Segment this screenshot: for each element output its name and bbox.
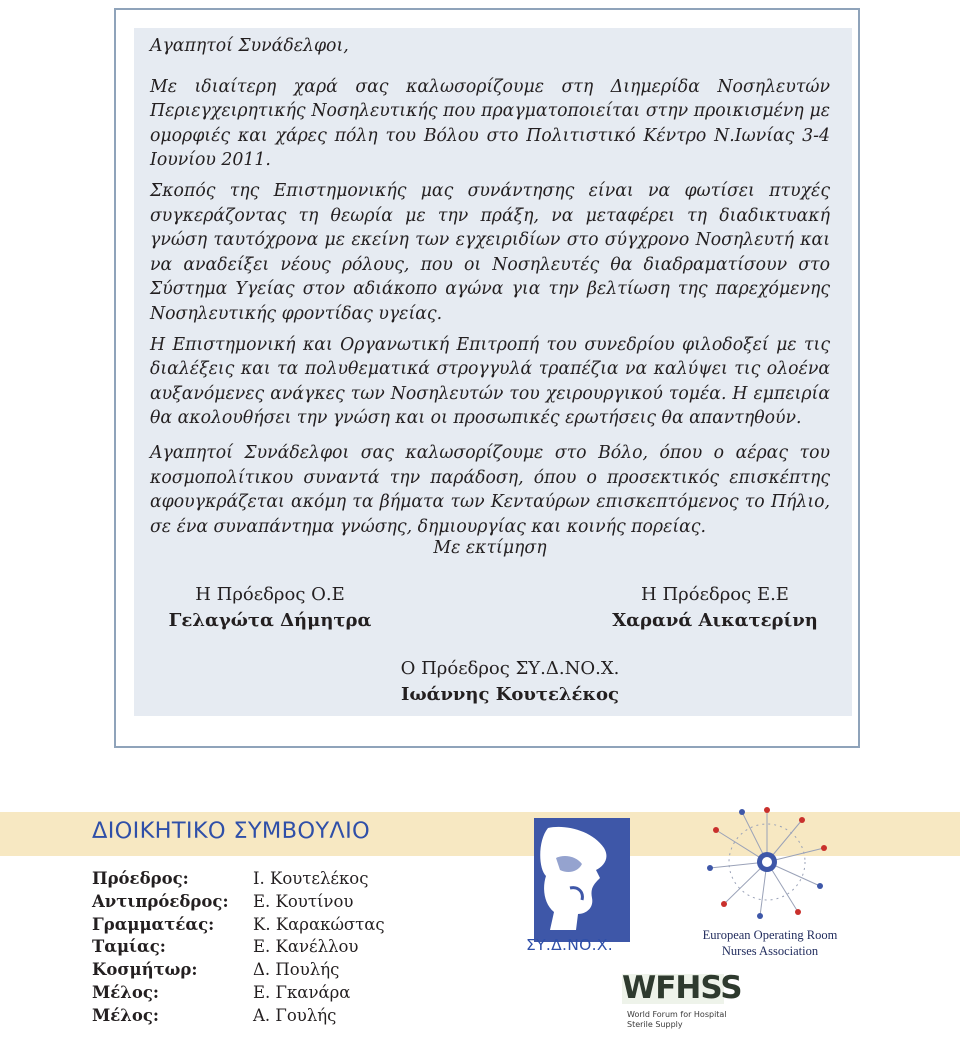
signature-left-role: Η Πρόεδρος Ο.Ε [195, 584, 345, 605]
board-role: Πρόεδρος: [92, 869, 189, 888]
sydnox-acronym: ΣΥ.Δ.ΝΟ.Χ. [526, 936, 613, 954]
signature-left-name: Γελαγώτα Δήμητρα [168, 610, 372, 631]
signature-center-role: Ο Πρόεδρος ΣΥ.Δ.ΝΟ.Χ. [400, 658, 620, 679]
letter-paragraph-1: Με ιδιαίτερη χαρά σας καλωσορίζουμε στη Διημερίδα Νοσηλευτών Περιεγχειρητικής Νοσηλευτικής που πραγματοποιείται στην προικισμένη με ομορφιές και χάρες πόλη του Βόλου στο Πολιτιστικό Κέντρο Ν.Ιωνίας 3-4 Ιουνίου 2011. [150, 76, 830, 171]
signature-right-role: Η Πρόεδρος Ε.Ε [641, 584, 789, 605]
board-member-name: Α. Γουλής [253, 1005, 337, 1025]
welcome-letter [150, 34, 830, 539]
board-member-name: Ι. Κουτελέκος [253, 869, 369, 888]
signature-right [590, 582, 840, 634]
signature-right-name: Χαρανά Αικατερίνη [612, 610, 818, 631]
signature-center-name: Ιωάννης Κουτελέκος [401, 684, 619, 705]
sydnox-profile-logo-icon [534, 818, 630, 942]
signature-left [150, 582, 390, 634]
board-member-name: Ε. Κουτίνου [253, 891, 354, 911]
signature-center [370, 656, 650, 708]
eorna-caption [690, 927, 850, 959]
eorna-network-logo-icon [702, 804, 832, 926]
letter-closing: Με εκτίμηση [433, 538, 547, 558]
wfhss-tagline: World Forum for Hospital Sterile Supply [627, 1010, 727, 1029]
board-roles-column [92, 868, 229, 1028]
board-role: Κοσμήτωρ: [92, 960, 198, 980]
board-names-column [253, 868, 385, 1028]
board-role: Μέλος: [92, 982, 160, 1002]
board-role: Αντιπρόεδρος: [92, 891, 229, 911]
letter-paragraph-4: Αγαπητοί Συνάδελφοι σας καλωσορίζουμε στο Βόλο, όπου ο αέρας του κοσμοπολίτικου συναντά την παράδοση, όπου ο προσεκτικός επισκέπτης αφουγκράζεται ακόμη τα βήματα των Κενταύρων επισκεπτόμενος το Πήλιο, σε ένα συναπάντημα γνώσης, δημιουργίας και κοινής πορείας. [150, 442, 830, 537]
letter-paragraph-2: Σκοπός της Επιστημονικής μας συνάντησης είναι να φωτίσει πτυχές συγκεράζοντας τη θεωρία με την πράξη, να μεταφέρει τη διαδικτυακή γνώση ταυτόχρονα με εκείνη των εγχειριδίων στο σύγχρονο Νοσηλευτή και να αναδείξει νέους ρόλους, που οι Νοσηλευτές θα διαδραματίσουν στο Σύστημα Υγείας στον αδιάκοπο αγώνα για την βελτίωση της παρεχόμενης Νοσηλευτικής φροντίδας υγείας. [150, 180, 830, 324]
wfhss-wordmark: WFHSS [622, 970, 742, 1006]
board-member-name: Ε. Κανέλλου [253, 937, 359, 957]
board-member-name: Δ. Πουλής [253, 960, 340, 980]
board-title: ΔΙΟΙΚΗΤΙΚΟ ΣΥΜΒΟΥΛΙΟ [92, 818, 371, 844]
eorna-line-2: Nurses Association [721, 944, 819, 958]
eorna-line-1: European Operating Room [702, 928, 838, 942]
letter-greeting: Αγαπητοί Συνάδελφοι, [150, 36, 349, 56]
letter-paragraph-3: Η Επιστημονική και Οργανωτική Επιτροπή του συνεδρίου φιλοδοξεί με τις διαλέξεις και τα πολυθεματικά στρογγυλά τραπέζια να καλύψει τις ολοένα αυξανόμενες ανάγκες των Νοσηλευτών του χειρουργικού τομέα. Η εμπειρία θα ακολουθήσει την γνώση και οι προσωπικές ερωτήσεις θα απαντηθούν. [150, 334, 830, 429]
board-member-name: Κ. Καρακώστας [253, 914, 385, 934]
board-role: Μέλος: [92, 1005, 160, 1025]
board-role: Γραμματέας: [92, 914, 215, 934]
board-member-name: Ε. Γκανάρα [253, 982, 351, 1002]
board-role: Ταμίας: [92, 937, 166, 957]
